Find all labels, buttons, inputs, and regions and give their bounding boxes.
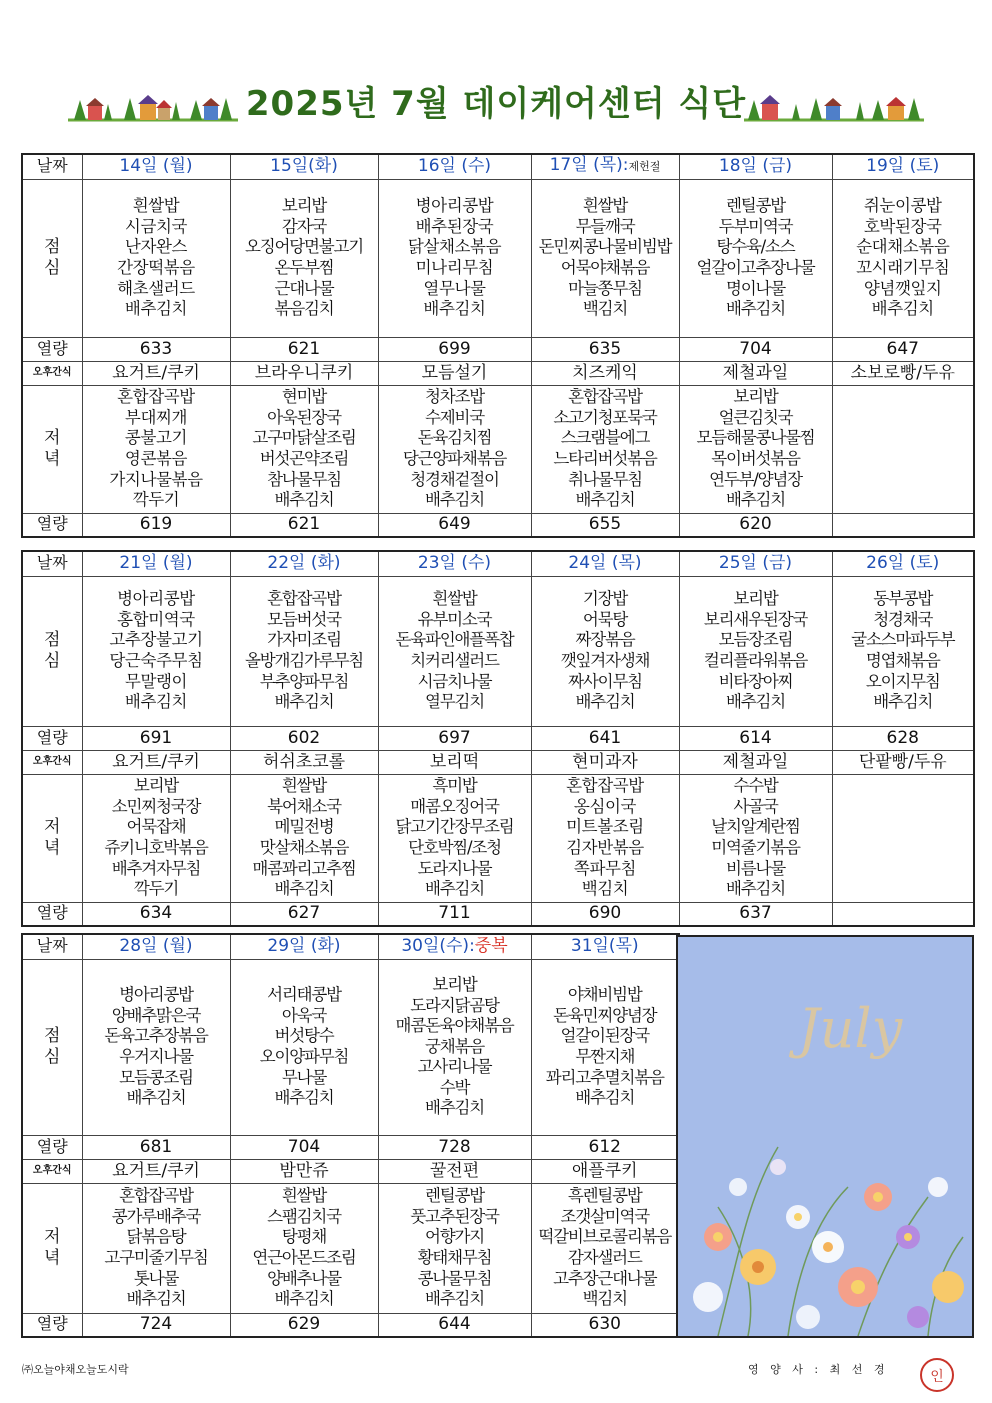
dinner-menu: 흑렌틸콩밥 조갯살미역국 떡갈비브로콜리볶음 감자샐러드 고추장근대나물 백김치 xyxy=(531,1183,679,1313)
day-date: 26일 (토) xyxy=(832,551,974,576)
day-date: 22일 (화) xyxy=(230,551,378,576)
dinner-kcal: 711 xyxy=(378,902,531,926)
dinner-kcal xyxy=(832,902,974,926)
lunch-kcal: 699 xyxy=(378,337,531,361)
lunch-kcal: 628 xyxy=(832,726,974,750)
snack: 요거트/쿠키 xyxy=(82,750,230,774)
lunch-menu: 보리밥 보리새우된장국 모듬장조림 컬리플라워볶음 비타장아찌 배추김치 xyxy=(679,576,832,726)
day-date: 25일 (금) xyxy=(679,551,832,576)
lunch-menu: 기장밥 어묵탕 짜장볶음 깻잎겨자생채 짜사이무침 배추김치 xyxy=(531,576,679,726)
snack: 꿀전편 xyxy=(378,1159,531,1183)
dinner-menu: 혼합잡곡밥 콩가루배추국 닭볶음탕 고구미줄기무침 톳나물 배추김치 xyxy=(82,1183,230,1313)
day-date: 15일(화) xyxy=(230,154,378,179)
dinner-label: 저 녁 xyxy=(22,385,82,513)
dinner-kcal: 630 xyxy=(531,1313,679,1337)
lunch-label: 점 심 xyxy=(22,959,82,1135)
lunch-menu: 혼합잡곡밥 모듬버섯국 가자미조림 올방개김가루무침 부추양파무침 배추김치 xyxy=(230,576,378,726)
day-date: 30일(수): xyxy=(401,936,475,957)
village-decoration-icon xyxy=(744,86,924,122)
date-label: 날짜 xyxy=(22,551,82,576)
day-date: 24일 (목) xyxy=(531,551,679,576)
week-table-3 xyxy=(21,933,680,1338)
snack: 단팥빵/두유 xyxy=(832,750,974,774)
lunch-kcal: 647 xyxy=(832,337,974,361)
dinner-label: 저 녁 xyxy=(22,774,82,902)
day-date: 19일 (토) xyxy=(832,154,974,179)
dinner-kcal: 621 xyxy=(230,513,378,537)
lunch-kcal: 635 xyxy=(531,337,679,361)
dinner-menu: 청차조밥 수제비국 돈육김치찜 당근양파채볶음 청경채겉절이 배추김치 xyxy=(378,385,531,513)
lunch-menu: 병아리콩밥 홍합미역국 고추장불고기 당근숙주무침 무말랭이 배추김치 xyxy=(82,576,230,726)
kcal-label: 열량 xyxy=(22,337,82,361)
week-table-1 xyxy=(21,153,975,538)
dinner-menu xyxy=(832,774,974,902)
lunch-kcal: 602 xyxy=(230,726,378,750)
holiday-note: 중복 xyxy=(474,936,508,957)
dinner-menu: 혼합잡곡밥 소고기청포묵국 스크램블에그 느타리버섯볶음 취나물무침 배추김치 xyxy=(531,385,679,513)
page-title: 2025년 7월 데이케어센터 식단 xyxy=(245,84,747,124)
dinner-menu: 보리밥 소민찌청국장 어묵잡채 쥬키니호박볶음 배추겨자무침 깍두기 xyxy=(82,774,230,902)
lunch-menu: 흰쌀밥 유부미소국 돈육파인애플폭찹 치커리샐러드 시금치나물 열무김치 xyxy=(378,576,531,726)
snack: 모듬설기 xyxy=(378,361,531,385)
company-name: ㈜오늘야채오늘도시락 xyxy=(22,1363,129,1376)
snack: 치즈케익 xyxy=(531,361,679,385)
snack: 밤만쥬 xyxy=(230,1159,378,1183)
lunch-menu: 병아리콩밥 배추된장국 닭살채소볶음 미나리무침 열무나물 배추김치 xyxy=(378,179,531,337)
lunch-kcal: 697 xyxy=(378,726,531,750)
dinner-kcal xyxy=(832,513,974,537)
snack-label: 오후간식 xyxy=(22,361,82,385)
dinner-kcal: 649 xyxy=(378,513,531,537)
kcal-label: 열량 xyxy=(22,902,82,926)
day-date: 23일 (수) xyxy=(378,551,531,576)
july-script-text: July xyxy=(798,997,903,1060)
lunch-kcal: 612 xyxy=(531,1135,679,1159)
snack-label: 오후간식 xyxy=(22,750,82,774)
day-date-cell xyxy=(531,154,679,179)
dinner-kcal: 620 xyxy=(679,513,832,537)
lunch-kcal: 614 xyxy=(679,726,832,750)
dinner-kcal: 629 xyxy=(230,1313,378,1337)
dinner-menu: 혼합잡곡밥 부대찌개 콩불고기 영콘볶음 가지나물볶음 깍두기 xyxy=(82,385,230,513)
dinner-menu: 흑미밥 매콤오징어국 닭고기간장무조림 단호박찜/조청 도라지나물 배추김치 xyxy=(378,774,531,902)
lunch-menu: 동부콩밥 청경채국 굴소스마파두부 명엽채볶음 오이지무침 배추김치 xyxy=(832,576,974,726)
lunch-label: 점 심 xyxy=(22,179,82,337)
dinner-menu: 흰쌀밥 스팸김치국 탕평채 연근아몬드조림 양배추나물 배추김치 xyxy=(230,1183,378,1313)
dinner-kcal: 634 xyxy=(82,902,230,926)
snack: 제철과일 xyxy=(679,361,832,385)
dinner-menu: 혼합잡곡밥 옹심이국 미트볼조림 김자반볶음 쪽파무침 백김치 xyxy=(531,774,679,902)
dinner-kcal: 637 xyxy=(679,902,832,926)
lunch-menu: 쥐눈이콩밥 호박된장국 순대채소볶음 꼬시래기무침 양념깻잎지 배추김치 xyxy=(832,179,974,337)
dietitian-name: 영 양 사 : 최 선 경 xyxy=(748,1363,889,1376)
seal-stamp-icon xyxy=(918,1356,956,1394)
snack: 요거트/쿠키 xyxy=(82,1159,230,1183)
village-decoration-icon xyxy=(68,86,238,122)
dinner-kcal: 644 xyxy=(378,1313,531,1337)
snack: 현미과자 xyxy=(531,750,679,774)
stamp-text: 인 xyxy=(930,1369,944,1385)
snack: 제철과일 xyxy=(679,750,832,774)
lunch-menu: 보리밥 도라지닭곰탕 매콤돈육야채볶음 궁채볶음 고사리나물 수박 배추김치 xyxy=(378,959,531,1135)
kcal-label: 열량 xyxy=(22,726,82,750)
dinner-menu: 수수밥 사골국 날치알계란찜 미역줄기볶음 비름나물 배추김치 xyxy=(679,774,832,902)
lunch-kcal: 621 xyxy=(230,337,378,361)
snack-label: 오후간식 xyxy=(22,1159,82,1183)
snack: 소보로빵/두유 xyxy=(832,361,974,385)
dinner-kcal: 619 xyxy=(82,513,230,537)
day-date: 16일 (수) xyxy=(378,154,531,179)
lunch-kcal: 641 xyxy=(531,726,679,750)
lunch-kcal: 728 xyxy=(378,1135,531,1159)
dinner-kcal: 690 xyxy=(531,902,679,926)
date-label: 날짜 xyxy=(22,934,82,959)
snack: 브라우니쿠키 xyxy=(230,361,378,385)
dinner-kcal: 655 xyxy=(531,513,679,537)
dinner-kcal: 724 xyxy=(82,1313,230,1337)
day-date: 14일 (월) xyxy=(82,154,230,179)
lunch-menu: 흰쌀밥 시금치국 난자완스 간장떡볶음 해초샐러드 배추김치 xyxy=(82,179,230,337)
kcal-label: 열량 xyxy=(22,1135,82,1159)
dinner-menu xyxy=(832,385,974,513)
dinner-menu: 흰쌀밥 북어채소국 메밀전병 맛살채소볶음 매콤꽈리고추찜 배추김치 xyxy=(230,774,378,902)
lunch-kcal: 681 xyxy=(82,1135,230,1159)
dinner-menu: 현미밥 아욱된장국 고구마닭살조림 버섯곤약조림 참나물무침 배추김치 xyxy=(230,385,378,513)
day-date: 21일 (월) xyxy=(82,551,230,576)
week-table-2 xyxy=(21,550,975,927)
snack: 애플쿠키 xyxy=(531,1159,679,1183)
day-date-cell xyxy=(378,934,531,959)
dinner-menu: 보리밥 얼큰김칫국 모듬해물콩나물찜 목이버섯볶음 연두부/양념장 배추김치 xyxy=(679,385,832,513)
lunch-menu: 서리태콩밥 아욱국 버섯탕수 오이양파무침 무나물 배추김치 xyxy=(230,959,378,1135)
dinner-label: 저 녁 xyxy=(22,1183,82,1313)
day-date: 17일 (목): xyxy=(549,155,629,176)
lunch-label: 점 심 xyxy=(22,576,82,726)
lunch-kcal: 704 xyxy=(230,1135,378,1159)
title-bar xyxy=(0,72,992,128)
lunch-kcal: 704 xyxy=(679,337,832,361)
lunch-menu: 렌틸콩밥 두부미역국 탕수육/소스 얼갈이고추장나물 명이나물 배추김치 xyxy=(679,179,832,337)
kcal-label: 열량 xyxy=(22,1313,82,1337)
snack: 허쉬초코롤 xyxy=(230,750,378,774)
date-label: 날짜 xyxy=(22,154,82,179)
kcal-label: 열량 xyxy=(22,513,82,537)
dinner-menu: 렌틸콩밥 풋고추된장국 어향가지 황태채무침 콩나물무침 배추김치 xyxy=(378,1183,531,1313)
lunch-kcal: 633 xyxy=(82,337,230,361)
flower-illustration-icon xyxy=(678,937,972,1336)
lunch-menu: 병아리콩밥 양배추맑은국 돈육고추장볶음 우거지나물 모듬콩조림 배추김치 xyxy=(82,959,230,1135)
lunch-menu: 보리밥 감자국 오징어당면불고기 온두부찜 근대나물 볶음김치 xyxy=(230,179,378,337)
lunch-kcal: 691 xyxy=(82,726,230,750)
snack: 보리떡 xyxy=(378,750,531,774)
holiday-note: 제헌절 xyxy=(628,160,661,174)
lunch-menu: 야채비빔밥 돈육민찌양념장 얼갈이된장국 무짠지채 꽈리고추멸치볶음 배추김치 xyxy=(531,959,679,1135)
day-date: 18일 (금) xyxy=(679,154,832,179)
day-date: 29일 (화) xyxy=(230,934,378,959)
snack: 요거트/쿠키 xyxy=(82,361,230,385)
lunch-menu: 흰쌀밥 무들깨국 돈민찌콩나물비빔밥 어묵야채볶음 마늘쫑무침 백김치 xyxy=(531,179,679,337)
day-date: 31일(목) xyxy=(531,934,679,959)
dinner-kcal: 627 xyxy=(230,902,378,926)
july-flower-illustration xyxy=(676,935,974,1338)
day-date: 28일 (월) xyxy=(82,934,230,959)
